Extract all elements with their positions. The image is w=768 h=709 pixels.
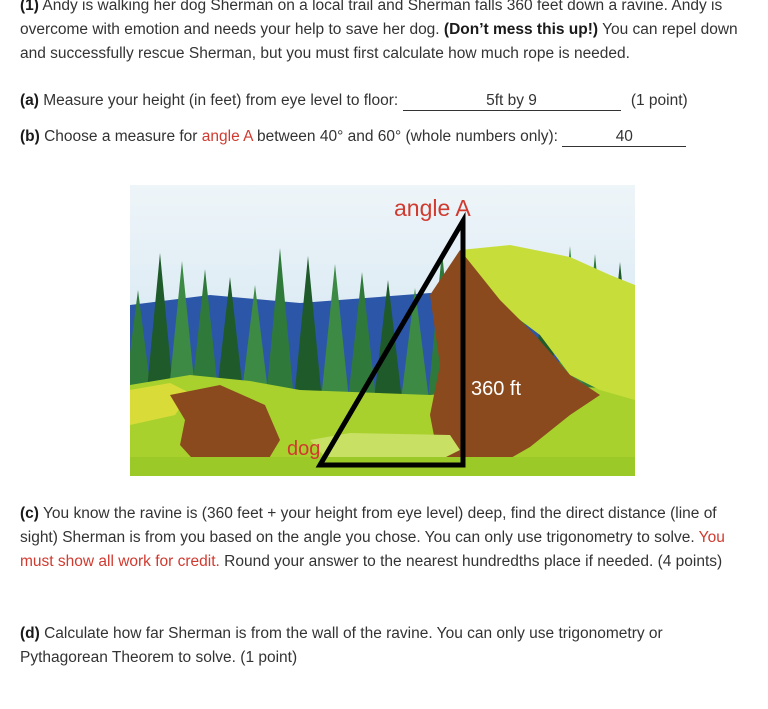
question-a-text: Measure your height (in feet) from eye level to floor: [38,92,403,109]
intro-paragraph [20,0,750,66]
question-b-tag: (b) [20,128,40,145]
problem-number: (1) [20,0,39,14]
question-b [20,126,686,148]
question-a-tag: (a) [20,92,39,109]
dog-label: dog [287,438,321,460]
question-c-text-1: You know the ravine is (360 feet + your height from eye level) deep, find the direct distance (line of sight) Sherman is from you based on the angle you chose. You can only use trigonometry to solve. [20,505,717,546]
intro-bold-warning: (Don’t mess this up!) [443,21,599,38]
question-c-text-2: Round your answer to the nearest hundredths place if needed. (4 points) [219,553,723,570]
question-a [20,90,688,112]
ravine-scene [130,185,635,476]
intro-text-2: You can repel down and successfully rescue Sherman, but you must first calculate how much rope is needed. [20,21,738,62]
question-d-tag: (d) [20,625,40,642]
ravine-illustration [130,185,635,476]
question-d [20,622,750,670]
question-b-text-2: between 40° and 60° (whole numbers only): [252,128,563,145]
question-b-text-1: Choose a measure for [39,128,202,145]
question-b-angle-word: angle A [201,128,253,145]
question-a-points: (1 point) [630,92,688,109]
question-c [20,502,750,574]
question-d-text: Calculate how far Sherman is from the wall of the ravine. You can only use trigonometry or Pythagorean Theorem to solve. (1 point) [20,625,663,666]
question-a-answer[interactable]: 5ft by 9 [403,92,621,111]
side-length-label: 360 ft [471,378,522,400]
question-c-tag: (c) [20,505,39,522]
question-b-answer[interactable]: 40 [562,128,686,147]
intro-text-1: Andy is walking her dog Sherman on a local trail and Sherman falls 360 feet down a ravine. Andy is overcome with emotion and needs your help to save her dog. [20,0,723,38]
angle-a-label: angle A [394,195,471,221]
question-c-show-work: You must show all work for credit. [20,529,725,570]
